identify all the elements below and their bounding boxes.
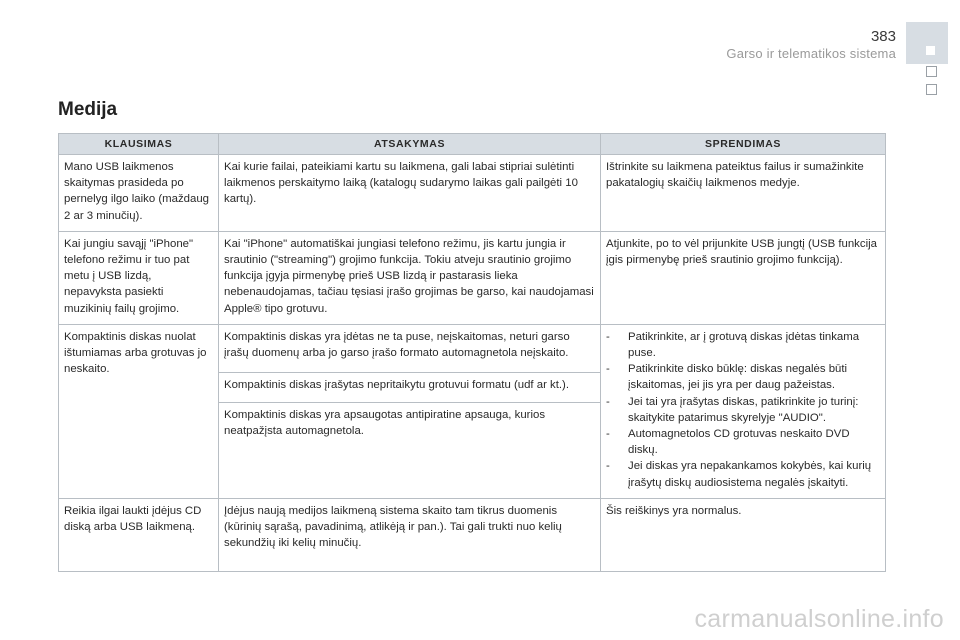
- solution-list: [606, 329, 879, 491]
- solution-item: - Patikrinkite, ar į grotuvą diskas įdėtas tinkama puse.: [606, 329, 879, 361]
- table-row: [59, 324, 886, 372]
- column-header-answer: ATSAKYMAS: [219, 134, 601, 155]
- table-row: [59, 498, 886, 571]
- answer-cell: Kompaktinis diskas yra apsaugotas antipiratine apsauga, kurios neatpažįsta automagnetola.: [219, 402, 601, 498]
- table-row: [59, 231, 886, 324]
- section-title: Medija: [58, 99, 118, 120]
- table-header-row: [59, 134, 886, 155]
- chapter-box: [926, 84, 937, 95]
- answer-cell: Įdėjus naują medijos laikmeną sistema skaito tam tikrus duomenis (kūrinių sąrašą, pavadinimą, atlikėją ir pan.). Tai gali trukti nuo kelių sekundžių iki kelių minučių.: [219, 498, 601, 571]
- solution-item: - Jei diskas yra nepakankamos kokybės, kai kurių įrašytų diskų audiosistema negalės įskaityti.: [606, 458, 879, 490]
- column-header-solution: SPRENDIMAS: [601, 134, 886, 155]
- solution-cell: Ištrinkite su laikmena pateiktus failus ir sumažinkite pakatalogių skaičių laikmenos medyje.: [601, 155, 886, 232]
- solution-item: - Jei tai yra įrašytas diskas, patikrinkite jo turinį: skaitykite patarimus skyrelyje "AUDIO".: [606, 394, 879, 426]
- chapter-tab-marker: [926, 46, 935, 55]
- table-row: [59, 155, 886, 232]
- solution-item: - Patikrinkite disko būklę: diskas negalės būti įskaitomas, jei jis yra per daug pažeistas.: [606, 361, 879, 393]
- answer-cell: Kai "iPhone" automatiškai jungiasi telefono režimu, jis kartu jungia ir srautinio ("streaming") grojimo funkcija. Tokiu atveju srautinio grojimo funkcija įgyja pirmenybę prieš USB lizdą ir pastarasis lieka nebenaudojamas, tačiau tęsiasi įrašo grojimas be garso, kai naudojamasi Apple® tipo grotuvu.: [219, 231, 601, 324]
- solution-item: - Automagnetolos CD grotuvas neskaito DVD diskų.: [606, 426, 879, 458]
- solution-cell: [601, 324, 886, 498]
- question-cell: Kai jungiu savąjį "iPhone" telefono režimu ir tuo pat metu į USB lizdą, nepavyksta pasiekti muzikinių failų grojimo.: [59, 231, 219, 324]
- solution-cell: Šis reiškinys yra normalus.: [601, 498, 886, 571]
- chapter-tab: [906, 22, 948, 64]
- column-header-question: KLAUSIMAS: [59, 134, 219, 155]
- answer-cell: Kai kurie failai, pateikiami kartu su laikmena, gali labai stipriai sulėtinti laikmenos perskaitymo laiką (katalogų sudarymo laikas gali pailgėti 10 kartų).: [219, 155, 601, 232]
- watermark: carmanualsonline.info: [694, 605, 944, 633]
- answer-cell: Kompaktinis diskas yra įdėtas ne ta puse, neįskaitomas, neturi garso įrašų duomenų arba jo garso įrašo formato automagnetola neįskaito.: [219, 324, 601, 372]
- question-cell: Kompaktinis diskas nuolat ištumiamas arba grotuvas jo neskaito.: [59, 324, 219, 498]
- question-cell: Mano USB laikmenos skaitymas prasideda po pernelyg ilgo laiko (maždaug 2 ar 3 minučių).: [59, 155, 219, 232]
- running-header: Garso ir telematikos sistema: [726, 46, 896, 61]
- faq-table: [58, 133, 886, 572]
- question-cell: Reikia ilgai laukti įdėjus CD diską arba USB laikmeną.: [59, 498, 219, 571]
- page-number: 383: [870, 28, 896, 45]
- answer-cell: Kompaktinis diskas įrašytas nepritaikytu grotuvui formatu (udf ar kt.).: [219, 372, 601, 402]
- chapter-box: [926, 66, 937, 77]
- solution-cell: Atjunkite, po to vėl prijunkite USB jungtį (USB funkcija įgis pirmenybę prieš srautinio grojimo funkciją).: [601, 231, 886, 324]
